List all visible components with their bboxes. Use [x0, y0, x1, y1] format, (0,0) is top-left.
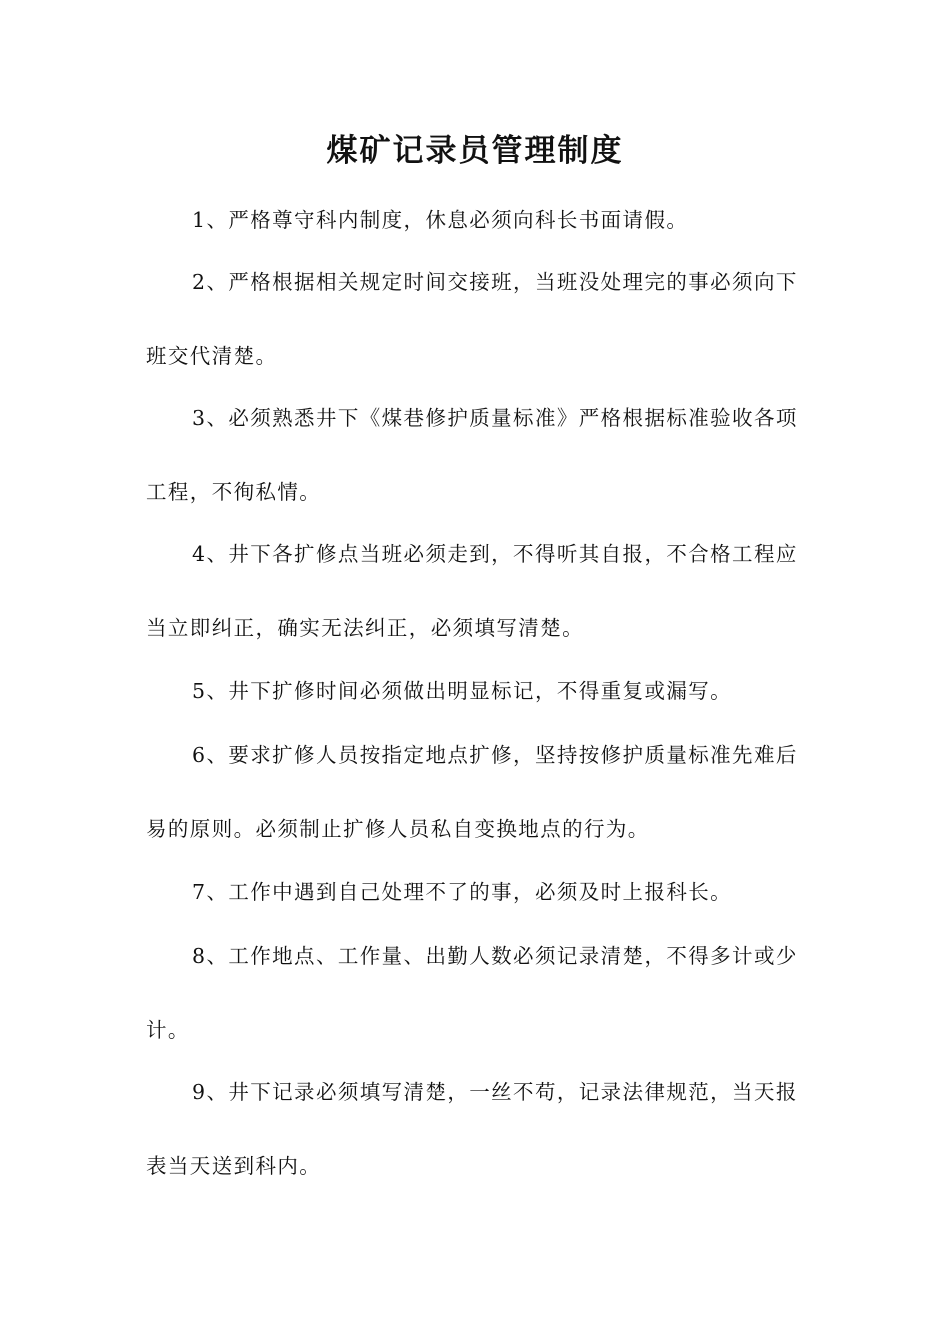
- rule-4-line-2: 当立即纠正，确实无法纠正，必须填写清楚。: [146, 616, 584, 640]
- rule-6-line-1: 6、要求扩修人员按指定地点扩修，坚持按修护质量标准先难后: [192, 743, 798, 767]
- rule-9-line-2: 表当天送到科内。: [146, 1154, 322, 1178]
- rule-9-line-1: 9、井下记录必须填写清楚，一丝不苟，记录法律规范，当天报: [192, 1080, 798, 1104]
- rule-8-line-1: 8、工作地点、工作量、出勤人数必须记录清楚，不得多计或少: [192, 944, 798, 968]
- document-title: 煤矿记录员管理制度: [326, 133, 624, 169]
- rule-7-line-1: 7、工作中遇到自己处理不了的事，必须及时上报科长。: [192, 880, 733, 904]
- rule-8-line-2: 计。: [146, 1018, 190, 1042]
- rule-6-line-2: 易的原则。必须制止扩修人员私自变换地点的行为。: [146, 817, 650, 841]
- rule-2-line-1: 2、严格根据相关规定时间交接班，当班没处理完的事必须向下: [192, 270, 798, 294]
- rule-2-line-2: 班交代清楚。: [146, 344, 278, 368]
- rule-3-line-1: 3、必须熟悉井下《煤巷修护质量标准》严格根据标准验收各项: [192, 406, 798, 430]
- rule-5-line-1: 5、井下扩修时间必须做出明显标记，不得重复或漏写。: [192, 679, 733, 703]
- rule-4-line-1: 4、井下各扩修点当班必须走到，不得听其自报，不合格工程应: [192, 542, 798, 566]
- rule-1-line-1: 1、严格尊守科内制度，休息必须向科长书面请假。: [192, 208, 689, 232]
- rule-3-line-2: 工程，不徇私情。: [146, 480, 322, 504]
